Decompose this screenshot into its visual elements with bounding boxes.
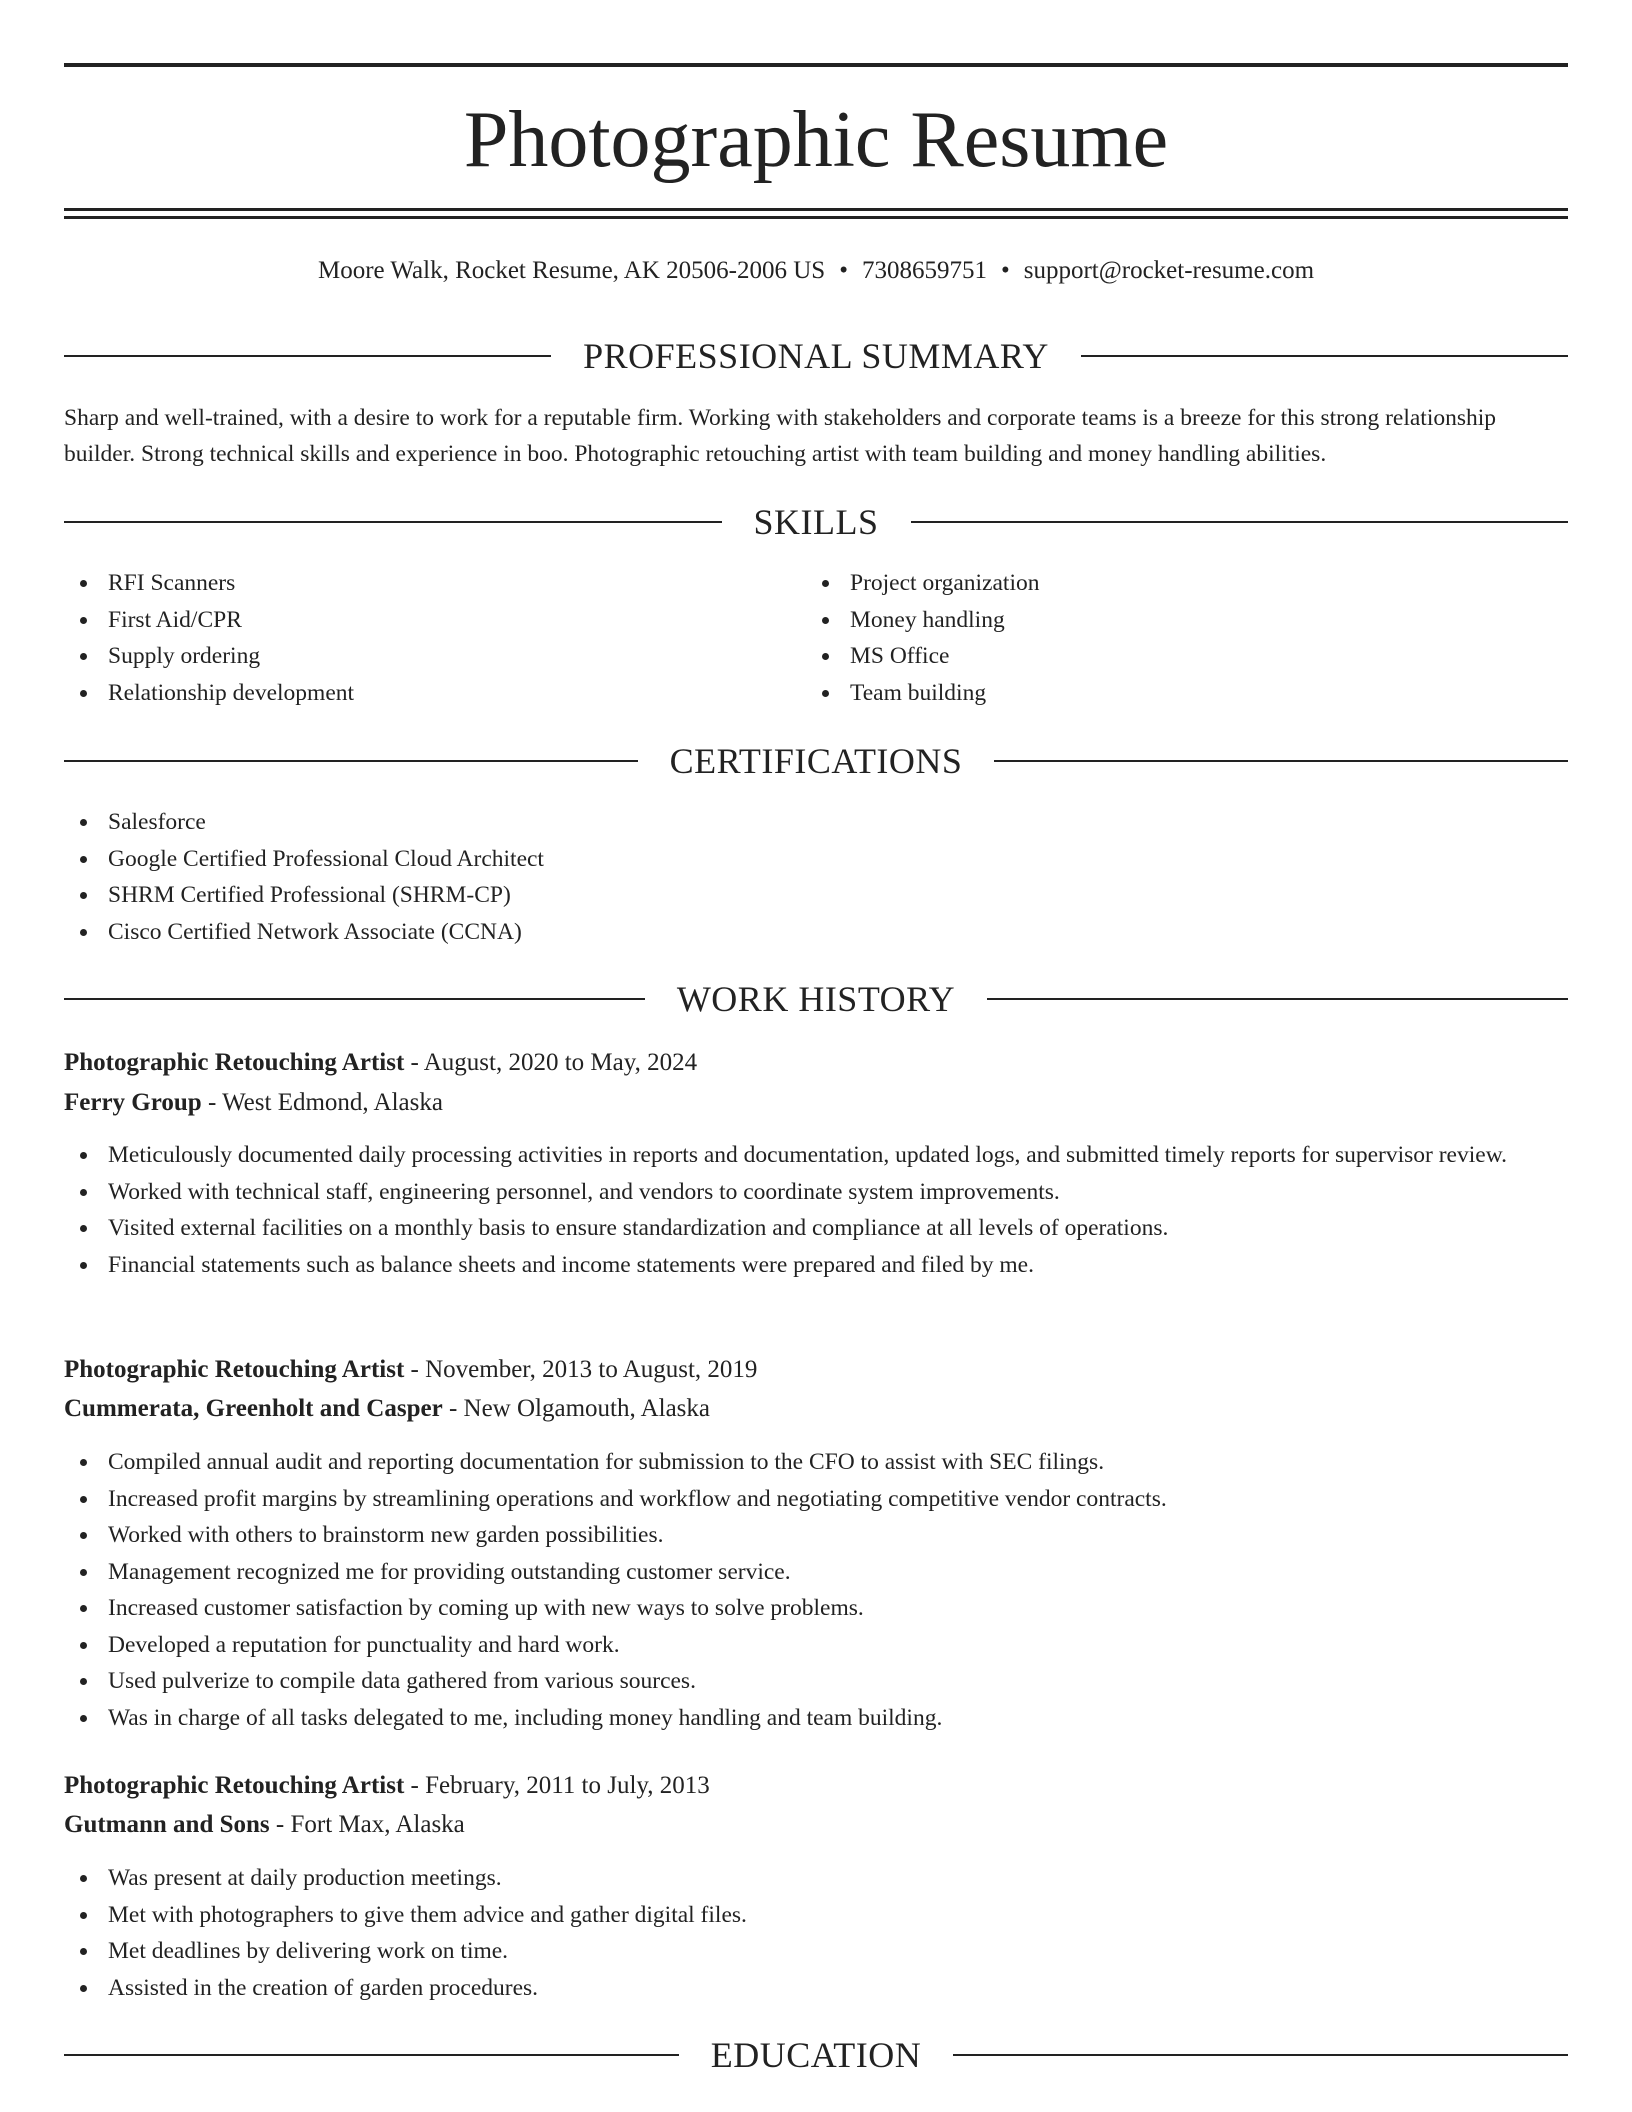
job-bullet: Visited external facilities on a monthly basis to ensure standardization and compliance at all levels of operations. (64, 1210, 1568, 1247)
job-bullets (64, 1860, 1568, 2006)
job-bullet: Was in charge of all tasks delegated to me, including money handling and team building. (64, 1700, 1568, 1737)
section-header-education (64, 2033, 1568, 2077)
job-bullet: Worked with others to brainstorm new garden possibilities. (64, 1517, 1568, 1554)
certifications-list (64, 804, 1568, 950)
job-bullet: Was present at daily production meetings. (64, 1860, 1568, 1897)
job-dates: - February, 2011 to July, 2013 (404, 1772, 710, 1799)
section-rule-right (987, 998, 1568, 1000)
contact-line (64, 254, 1568, 288)
job-bullet: Increased profit margins by streamlining operations and workflow and negotiating competitive vendor contracts. (64, 1481, 1568, 1518)
section-rule-right (994, 760, 1568, 762)
job-bullet: Financial statements such as balance sheets and income statements were prepared and filed by me. (64, 1247, 1568, 1284)
job-title-line (64, 1352, 1568, 1388)
section-title-work-history: WORK HISTORY (676, 979, 956, 1019)
job-company-line (64, 1807, 1568, 1843)
job-company: Gutmann and Sons (64, 1811, 270, 1838)
job-bullet: Compiled annual audit and reporting documentation for submission to the CFO to assist with SEC filings. (64, 1444, 1568, 1481)
skill-item: First Aid/CPR (64, 602, 804, 639)
title-double-rule-upper (64, 208, 1568, 211)
section-header-work-history (64, 977, 1568, 1021)
section-title-certifications: CERTIFICATIONS (669, 741, 963, 781)
skill-item: Relationship development (64, 675, 804, 712)
section-rule-left (64, 521, 722, 523)
skill-item: Supply ordering (64, 638, 804, 675)
section-rule-right (911, 521, 1569, 523)
job-dates: - November, 2013 to August, 2019 (404, 1356, 758, 1383)
job-title-line (64, 1045, 1568, 1081)
skill-item: MS Office (806, 638, 1546, 675)
contact-separator: • (839, 257, 848, 284)
job-dates: - August, 2020 to May, 2024 (404, 1049, 698, 1076)
certification-item: Salesforce (64, 804, 1568, 841)
section-title-summary: PROFESSIONAL SUMMARY (583, 336, 1049, 376)
section-rule-left (64, 355, 551, 357)
section-rule-left (64, 2054, 679, 2056)
skill-item: Team building (806, 675, 1546, 712)
job-bullet: Meticulously documented daily processing activities in reports and documentation, updated logs, and submitted timely reports for supervisor review. (64, 1137, 1568, 1174)
title-double-rule-lower (64, 216, 1568, 219)
job-title-line (64, 1768, 1568, 1804)
contact-address: Moore Walk, Rocket Resume, AK 20506-2006 US (317, 257, 826, 284)
skill-item: RFI Scanners (64, 565, 804, 602)
job-company-line (64, 1085, 1568, 1121)
section-rule-left (64, 998, 645, 1000)
section-header-certifications (64, 739, 1568, 783)
skill-item: Project organization (806, 565, 1546, 602)
page-title: Photographic Resume (463, 96, 1169, 184)
job-bullet: Developed a reputation for punctuality and hard work. (64, 1627, 1568, 1664)
job-location: - West Edmond, Alaska (201, 1089, 443, 1116)
section-title-education: EDUCATION (710, 2035, 922, 2075)
certification-item: SHRM Certified Professional (SHRM-CP) (64, 877, 1568, 914)
job-bullet: Used pulverize to compile data gathered from various sources. (64, 1663, 1568, 1700)
job-company: Cummerata, Greenholt and Casper (64, 1395, 443, 1422)
job-bullets (64, 1444, 1568, 1736)
section-rule-right (1081, 355, 1568, 357)
section-rule-right (953, 2054, 1568, 2056)
job-bullet: Worked with technical staff, engineering personnel, and vendors to coordinate system improvements. (64, 1174, 1568, 1211)
section-header-skills (64, 500, 1568, 544)
contact-separator: • (1000, 257, 1010, 284)
job-bullet: Met with photographers to give them advice and gather digital files. (64, 1897, 1568, 1934)
skills-list-right (806, 565, 1546, 711)
contact-email: support@rocket-resume.com (1023, 257, 1315, 284)
contact-phone: 7308659751 (861, 257, 987, 284)
certification-item: Google Certified Professional Cloud Architect (64, 841, 1568, 878)
certification-item: Cisco Certified Network Associate (CCNA) (64, 914, 1568, 951)
job-bullet: Assisted in the creation of garden procedures. (64, 1970, 1568, 2007)
section-title-skills: SKILLS (753, 502, 879, 542)
job-title: Photographic Retouching Artist (64, 1049, 405, 1076)
skills-list-left (64, 565, 804, 711)
section-rule-left (64, 760, 638, 762)
job-title: Photographic Retouching Artist (64, 1772, 405, 1799)
job-location: - New Olgamouth, Alaska (442, 1395, 710, 1422)
job-location: - Fort Max, Alaska (269, 1811, 465, 1838)
job-bullet: Increased customer satisfaction by coming up with new ways to solve problems. (64, 1590, 1568, 1627)
job-bullet: Met deadlines by delivering work on time. (64, 1933, 1568, 1970)
job-title: Photographic Retouching Artist (64, 1356, 405, 1383)
job-bullet: Management recognized me for providing outstanding customer service. (64, 1554, 1568, 1591)
job-company: Ferry Group (64, 1089, 202, 1116)
skill-item: Money handling (806, 602, 1546, 639)
job-company-line (64, 1391, 1568, 1427)
top-rule (64, 63, 1568, 67)
section-header-summary (64, 334, 1568, 378)
job-bullets (64, 1137, 1568, 1283)
summary-text: Sharp and well-trained, with a desire to work for a reputable firm. Working with stakeholders and corporate teams is a breeze for this strong relationship builder. Strong technical skills and experience in boo. Photographic retouching artist with team building and money handling abilities. (64, 405, 1497, 467)
